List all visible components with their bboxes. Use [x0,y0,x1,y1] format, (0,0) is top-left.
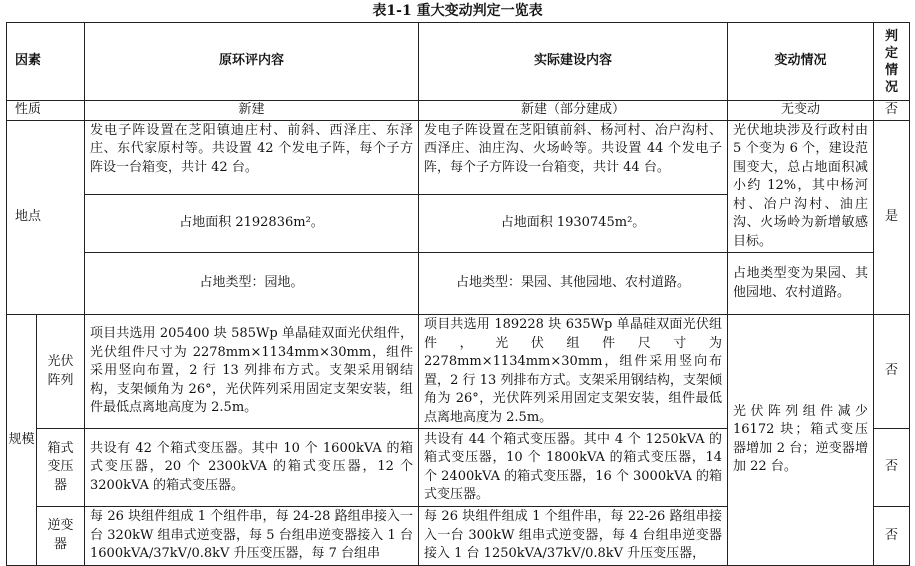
nature-change: 无变动 [728,101,874,121]
scale-pv-label: 光伏阵列 [37,315,85,429]
nature-row [7,101,910,121]
header-actual: 实际建设内容 [419,23,728,101]
scale-inverter-judgment: 否 [874,507,910,566]
location-change-1: 光伏地块涉及行政村由 5 个变为 6 个，建设范围变大，总占地面积减小约 12%，其中杨河村、冶户沟村、油庄沟、火场岭为新增敏感目标。 [728,120,874,253]
location-original-3: 占地类型：园地。 [85,253,419,315]
major-change-table [6,22,910,566]
location-change-3: 占地类型变为果园、其他园地、农村道路。 [728,253,874,315]
scale-box-judgment: 否 [874,429,910,507]
nature-original: 新建 [85,101,419,121]
header-original: 原环评内容 [85,23,419,101]
nature-label: 性质 [7,101,85,121]
location-original-1: 发电子阵设置在芝阳镇迪庄村、前斜、西泽庄、东泽庄、东代家原村等。共设置 42 个发电子阵，每个子方阵设一台箱变，共计 42 台。 [85,120,419,195]
table-title: 表1-1 重大变动判定一览表 [372,3,543,19]
scale-box-original: 共设有 42 个箱式变压器。其中 10 个 1600kVA 的箱式变压器，20 个 2300kVA 的箱式变压器，12 个 3200kVA 的箱式变压器。 [85,429,419,507]
scale-pv-actual: 项目共选用 189228 块 635Wp 单晶硅双面光伏组件，光伏组件尺寸为 2278mm×1134mm×30mm，组件采用竖向布置，2 行 13 列排布方式。支架采用钢结构，支架倾角为 26°，光伏阵列采用固定支架安装，组件最低点离地高度为 2.5m。 [419,315,728,429]
scale-box-label: 箱式变压器 [37,429,85,507]
scale-pv-original: 项目共选用 205400 块 585Wp 单晶硅双面光伏组件，光伏组件尺寸为 2278mm×1134mm×30mm，组件采用竖向布置，2 行 13 列排布方式。支架采用钢结构，支架倾角为 26°，光伏阵列采用固定支架安装，组件最低点离地高度为 2.5m。 [85,315,419,429]
location-actual-2: 占地面积 1930745m²。 [419,195,728,253]
nature-actual: 新建（部分建成） [419,101,728,121]
location-label: 地点 [7,120,85,315]
scale-inverter-original: 每 26 块组件组成 1 个组件串，每 24-28 路组串接入一台 320kW 组串式逆变器，每 5 台组串逆变器接入 1 台 1600kVA/37kV/0.8kV 升压变压器，每 7 台组串 [85,507,419,566]
scale-box-actual: 共设有 44 个箱式变压器。其中 4 个 1250kVA 的箱式变压器，10 个 1800kVA 的箱式变压器，14 个 2400kVA 的箱式变压器，16 个 3000kVA 的箱式变压器。 [419,429,728,507]
location-actual-1: 发电子阵设置在芝阳镇前斜、杨河村、冶户沟村、西泽庄、油庄沟、火场岭等。共设置 44 个发电子阵，每个子方阵设一台箱变，共计 44 台。 [419,120,728,195]
scale-pv-judgment: 否 [874,315,910,429]
nature-judgment: 否 [874,101,910,121]
scale-inverter-actual: 每 26 块组件组成 1 个组件串，每 22-26 路组串接入一台 300kW 组串式逆变器，每 4 台组串逆变器接入 1 台 1250kVA/37kV/0.8kV 升压变压器， [419,507,728,566]
location-judgment: 是 [874,120,910,315]
scale-change: 光伏阵列组件减少 16172 块；箱式变压器增加 2 台；逆变器增加 22 台。 [728,315,874,566]
location-actual-3: 占地类型：果园、其他园地、农村道路。 [419,253,728,315]
location-row-1 [7,120,910,195]
location-row-3 [7,253,910,315]
location-original-2: 占地面积 2192836m²。 [85,195,419,253]
header-change: 变动情况 [728,23,874,101]
header-judgment: 判定情况 [874,23,910,101]
scale-label: 规模 [7,315,37,566]
header-factor: 因素 [7,23,85,101]
scale-pv-row [7,315,910,429]
header-row [7,23,910,101]
scale-inverter-label: 逆变器 [37,507,85,566]
